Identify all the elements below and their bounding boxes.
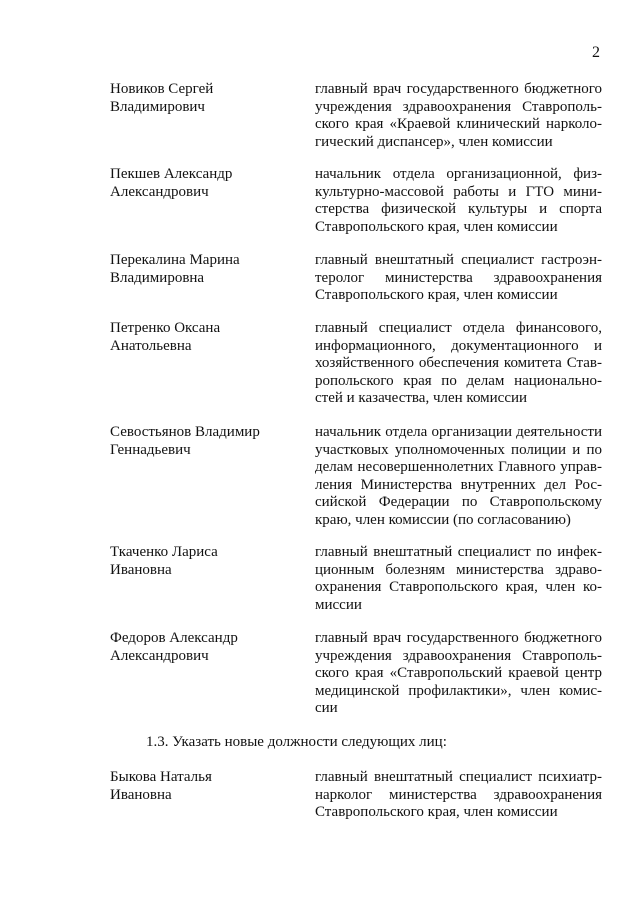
member-role-line: сийской Федерации по Ставропольскому (315, 494, 602, 510)
member-role-line: учреждения здравоохранения Ставрополь- (315, 647, 602, 664)
member-role-line: стей и казачества, член комиссии (315, 390, 528, 406)
member-role-line: Ставропольского края, член комиссии (315, 804, 558, 820)
member-name-line: Ивановна (110, 561, 172, 578)
member-role-line: начальник отдела организации деятельности (315, 424, 602, 440)
member-role-line: краю, член комиссии (по согласованию) (315, 511, 571, 528)
member-role-line: Ставропольского края, член комиссии (315, 287, 558, 303)
member-role-line: информационного, документационного и (315, 337, 602, 354)
member-name-line: Геннадьевич (110, 441, 191, 458)
member-role (315, 252, 602, 305)
member-role (315, 166, 602, 236)
member-name-line: Пекшев Александр (110, 166, 233, 182)
member-name (110, 769, 300, 804)
member-role (315, 81, 602, 151)
member-name (110, 424, 300, 459)
member-role-line: главный врач государственного бюджетного (315, 630, 602, 646)
member-role-line: теролог министерства здравоохранения (315, 269, 602, 286)
member-role-line: ропольского края по делам национально- (315, 372, 602, 389)
member-name-line: Владимирович (110, 98, 205, 115)
member-role-line: главный внештатный специалист гастроэн- (315, 252, 602, 268)
member-role (315, 544, 602, 614)
member-name (110, 320, 300, 355)
member-role-line: стерства физической культуры и спорта (315, 201, 602, 217)
member-role-line: медицинской профилактики», член комис- (315, 682, 602, 699)
member-name-line: Александрович (110, 647, 209, 664)
member-name-line: Петренко Оксана (110, 320, 221, 336)
member-role-line: сии (315, 700, 338, 716)
member-role-line: охранения Ставропольского края, член ко- (315, 579, 602, 595)
member-role-line: миссии (315, 596, 362, 613)
member-role-line: ского края «Ставропольский краевой центр (315, 665, 602, 681)
member-role-line: ционным болезням министерства здраво- (315, 561, 602, 578)
member-name-line: Александрович (110, 183, 209, 200)
member-role (315, 769, 602, 822)
member-name-line: Перекалина Марина (110, 252, 240, 268)
member-name-line: Ткаченко Лариса (110, 544, 218, 560)
member-role-line: хозяйственного обеспечения комитета Став- (315, 355, 602, 371)
member-name-line: Быкова Наталья (110, 769, 212, 785)
member-role-line: делам несовершеннолетних Главного управ- (315, 459, 602, 475)
member-role-line: главный внештатный специалист по инфек- (315, 544, 602, 560)
member-name (110, 630, 300, 665)
member-role (315, 424, 602, 529)
member-name-line: Владимировна (110, 269, 205, 286)
member-name-line: Федоров Александр (110, 630, 238, 646)
member-name-line: Севостьянов Владимир (110, 424, 260, 440)
member-role-line: главный врач государственного бюджетного (315, 81, 602, 97)
member-role-line: ского края «Краевой клинический нарколо- (315, 116, 602, 132)
member-role (315, 630, 602, 718)
member-role-line: Ставропольского края, член комиссии (315, 218, 558, 235)
member-role-line: гический диспансер», член комиссии (315, 133, 553, 150)
member-name-line: Анатольевна (110, 337, 192, 354)
member-role-line: главный специалист отдела финансового, (315, 320, 602, 336)
member-name (110, 252, 300, 287)
member-role-line: участковых уполномоченных полиции и по (315, 441, 602, 458)
member-name-line: Новиков Сергей (110, 81, 214, 97)
member-name-line: Ивановна (110, 786, 172, 803)
page-number: 2 (592, 44, 600, 61)
member-role-line: ления Министерства внутренних дел Рос- (315, 476, 602, 493)
section-heading: 1.3. Указать новые должности следующих лиц: (146, 734, 447, 750)
member-name (110, 166, 300, 201)
member-role-line: нарколог министерства здравоохранения (315, 786, 602, 803)
member-name (110, 81, 300, 116)
member-role-line: начальник отдела организационной, физ- (315, 166, 602, 182)
member-role (315, 320, 602, 408)
member-name (110, 544, 300, 579)
member-role-line: главный внештатный специалист психиатр- (315, 769, 602, 785)
member-role-line: учреждения здравоохранения Ставрополь- (315, 98, 602, 115)
member-role-line: культурно-массовой работы и ГТО мини- (315, 183, 602, 200)
